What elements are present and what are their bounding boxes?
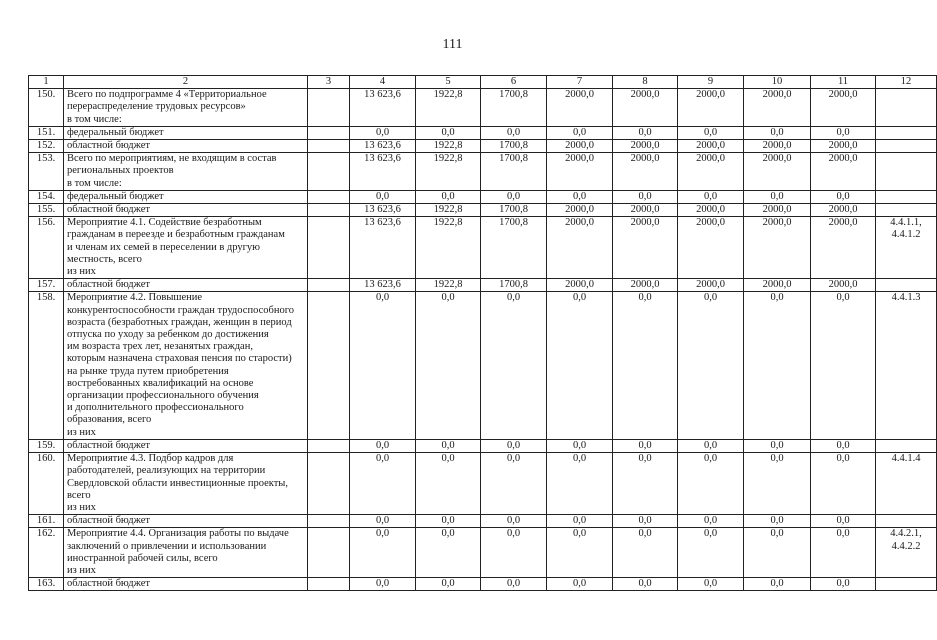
value-cell-col-4: 13 623,6 [350, 217, 416, 279]
value-cell-col-9: 0,0 [678, 439, 744, 452]
value-cell-col-7: 2000,0 [547, 140, 613, 153]
value-cell-col-11: 0,0 [811, 439, 876, 452]
description-line: областной бюджет [67, 140, 150, 152]
value-cell-col-7: 0,0 [547, 190, 613, 203]
header-cell-2: 2 [64, 76, 308, 89]
row-number-cell: 154. [29, 190, 64, 203]
value-cell-col-10: 0,0 [744, 292, 811, 439]
value-cell-col-5: 1922,8 [416, 140, 481, 153]
header-cell-5: 5 [416, 76, 481, 89]
data-table [28, 75, 937, 591]
value-cell-col-4: 0,0 [350, 515, 416, 528]
value-cell-col-8: 2000,0 [613, 217, 678, 279]
description-line: организации профессионального обучения [67, 390, 259, 402]
value-cell-col-11: 0,0 [811, 528, 876, 578]
column-12-line: 4.4.2.2 [891, 540, 921, 552]
value-cell-col-6: 0,0 [481, 528, 547, 578]
value-cell-col-9: 2000,0 [678, 89, 744, 127]
column-3-cell [308, 578, 350, 591]
table-row [29, 453, 937, 515]
header-cell-9: 9 [678, 76, 744, 89]
column-12-line: 4.4.1.2 [891, 229, 921, 241]
column-12-cell [876, 190, 937, 203]
value-cell-col-8: 0,0 [613, 578, 678, 591]
column-12-cell [876, 89, 937, 127]
column-12-cell [876, 126, 937, 139]
value-cell-col-7: 0,0 [547, 292, 613, 439]
description-line: гражданам в переезде и безработным гражданам [67, 229, 285, 241]
description-line: и членам их семей в переселении в другую [67, 241, 261, 253]
value-cell-col-10: 0,0 [744, 528, 811, 578]
description-cell [64, 190, 308, 203]
value-cell-col-5: 0,0 [416, 453, 481, 515]
description-line: всего [67, 489, 91, 501]
value-cell-col-8: 0,0 [613, 190, 678, 203]
table-row [29, 578, 937, 591]
table-row [29, 515, 937, 528]
description-line: Мероприятие 4.4. Организация работы по выдаче [67, 528, 289, 540]
value-cell-col-5: 0,0 [416, 439, 481, 452]
description-line: Мероприятие 4.1. Содействие безработным [67, 217, 262, 229]
description-line: федеральный бюджет [67, 126, 164, 138]
table-row [29, 190, 937, 203]
description-cell [64, 578, 308, 591]
description-line: перераспределение трудовых ресурсов» [67, 101, 246, 113]
table-body [29, 89, 937, 591]
row-number-cell: 153. [29, 153, 64, 191]
column-3-cell [308, 528, 350, 578]
description-line: областной бюджет [67, 204, 150, 216]
table-row [29, 153, 937, 191]
header-cell-1: 1 [29, 76, 64, 89]
row-number-cell: 150. [29, 89, 64, 127]
description-line: федеральный бюджет [67, 190, 164, 202]
value-cell-col-7: 0,0 [547, 528, 613, 578]
value-cell-col-8: 0,0 [613, 126, 678, 139]
value-cell-col-11: 0,0 [811, 126, 876, 139]
column-3-cell [308, 89, 350, 127]
table-row [29, 439, 937, 452]
description-cell [64, 453, 308, 515]
value-cell-col-10: 2000,0 [744, 279, 811, 292]
value-cell-col-4: 0,0 [350, 528, 416, 578]
description-line: работодателей, реализующих на территории [67, 465, 266, 477]
page-number: 111 [442, 37, 463, 52]
description-cell [64, 153, 308, 191]
column-3-cell [308, 126, 350, 139]
value-cell-col-4: 13 623,6 [350, 204, 416, 217]
value-cell-col-10: 0,0 [744, 126, 811, 139]
row-number-cell: 157. [29, 279, 64, 292]
value-cell-col-11: 0,0 [811, 292, 876, 439]
description-line: Мероприятие 4.2. Повышение [67, 292, 203, 304]
value-cell-col-6: 0,0 [481, 439, 547, 452]
value-cell-col-9: 0,0 [678, 528, 744, 578]
value-cell-col-6: 1700,8 [481, 204, 547, 217]
value-cell-col-11: 0,0 [811, 578, 876, 591]
value-cell-col-7: 2000,0 [547, 153, 613, 191]
value-cell-col-6: 1700,8 [481, 140, 547, 153]
value-cell-col-4: 0,0 [350, 439, 416, 452]
column-12-line: 4.4.2.1, [890, 528, 922, 540]
value-cell-col-7: 2000,0 [547, 204, 613, 217]
value-cell-col-8: 2000,0 [613, 279, 678, 292]
table-row [29, 204, 937, 217]
description-line: в том числе: [67, 177, 122, 189]
value-cell-col-11: 2000,0 [811, 204, 876, 217]
description-line: из них [67, 501, 96, 513]
value-cell-col-4: 13 623,6 [350, 140, 416, 153]
description-line: востребованных квалификаций на основе [67, 377, 254, 389]
value-cell-col-7: 0,0 [547, 439, 613, 452]
value-cell-col-10: 2000,0 [744, 140, 811, 153]
value-cell-col-4: 13 623,6 [350, 153, 416, 191]
value-cell-col-10: 0,0 [744, 453, 811, 515]
column-3-cell [308, 515, 350, 528]
description-cell [64, 126, 308, 139]
value-cell-col-10: 0,0 [744, 578, 811, 591]
value-cell-col-11: 0,0 [811, 515, 876, 528]
value-cell-col-7: 2000,0 [547, 279, 613, 292]
value-cell-col-9: 0,0 [678, 453, 744, 515]
header-cell-7: 7 [547, 76, 613, 89]
value-cell-col-4: 13 623,6 [350, 89, 416, 127]
value-cell-col-8: 2000,0 [613, 204, 678, 217]
table-row [29, 528, 937, 578]
row-number-cell: 159. [29, 439, 64, 452]
column-3-cell [308, 153, 350, 191]
description-cell [64, 89, 308, 127]
table-header-row [29, 76, 937, 89]
column-3-cell [308, 217, 350, 279]
value-cell-col-9: 0,0 [678, 515, 744, 528]
value-cell-col-6: 0,0 [481, 292, 547, 439]
column-3-cell [308, 439, 350, 452]
row-number-cell: 156. [29, 217, 64, 279]
header-cell-10: 10 [744, 76, 811, 89]
description-line: из них [67, 266, 96, 278]
column-12-cell [876, 292, 937, 439]
value-cell-col-11: 2000,0 [811, 217, 876, 279]
description-line: возраста (безработных граждан, женщин в период [67, 316, 292, 328]
description-cell [64, 528, 308, 578]
row-number-cell: 158. [29, 292, 64, 439]
value-cell-col-9: 2000,0 [678, 217, 744, 279]
value-cell-col-4: 13 623,6 [350, 279, 416, 292]
row-number-cell: 155. [29, 204, 64, 217]
row-number-cell: 151. [29, 126, 64, 139]
description-line: из них [67, 564, 96, 576]
column-12-line: 4.4.1.4 [891, 453, 921, 465]
description-line: областной бюджет [67, 279, 150, 291]
value-cell-col-6: 0,0 [481, 126, 547, 139]
value-cell-col-4: 0,0 [350, 292, 416, 439]
column-3-cell [308, 190, 350, 203]
column-3-cell [308, 292, 350, 439]
value-cell-col-5: 0,0 [416, 578, 481, 591]
row-number-cell: 152. [29, 140, 64, 153]
description-line: на рынке труда путем приобретения [67, 365, 229, 377]
value-cell-col-8: 2000,0 [613, 153, 678, 191]
description-line: им возраста трех лет, незанятых граждан, [67, 341, 253, 353]
description-cell [64, 279, 308, 292]
row-number-cell: 163. [29, 578, 64, 591]
value-cell-col-9: 2000,0 [678, 204, 744, 217]
description-line: в том числе: [67, 113, 122, 125]
description-line: областной бюджет [67, 515, 150, 527]
description-line: заключений о привлечении и использовании [67, 540, 267, 552]
description-line: образования, всего [67, 414, 152, 426]
description-line: конкурентоспособности граждан трудоспособного [67, 304, 294, 316]
value-cell-col-5: 1922,8 [416, 153, 481, 191]
row-number-cell: 162. [29, 528, 64, 578]
column-3-cell [308, 140, 350, 153]
row-number-cell: 160. [29, 453, 64, 515]
description-line: региональных проектов [67, 165, 174, 177]
value-cell-col-4: 0,0 [350, 578, 416, 591]
value-cell-col-10: 0,0 [744, 190, 811, 203]
column-3-cell [308, 204, 350, 217]
column-3-cell [308, 453, 350, 515]
column-3-cell [308, 279, 350, 292]
column-12-cell [876, 140, 937, 153]
column-12-line: 4.4.1.1, [890, 217, 922, 229]
value-cell-col-7: 2000,0 [547, 89, 613, 127]
value-cell-col-6: 1700,8 [481, 279, 547, 292]
description-line: отпуска по уходу за ребенком до достижения [67, 329, 269, 341]
value-cell-col-11: 2000,0 [811, 279, 876, 292]
table-row [29, 292, 937, 439]
value-cell-col-4: 0,0 [350, 126, 416, 139]
value-cell-col-11: 2000,0 [811, 140, 876, 153]
value-cell-col-8: 0,0 [613, 453, 678, 515]
value-cell-col-6: 0,0 [481, 515, 547, 528]
value-cell-col-10: 2000,0 [744, 89, 811, 127]
column-12-cell [876, 153, 937, 191]
value-cell-col-9: 2000,0 [678, 153, 744, 191]
description-cell [64, 140, 308, 153]
table-row [29, 217, 937, 279]
value-cell-col-11: 0,0 [811, 190, 876, 203]
value-cell-col-5: 1922,8 [416, 217, 481, 279]
value-cell-col-9: 0,0 [678, 292, 744, 439]
value-cell-col-8: 0,0 [613, 292, 678, 439]
value-cell-col-6: 0,0 [481, 190, 547, 203]
value-cell-col-10: 0,0 [744, 439, 811, 452]
header-cell-3: 3 [308, 76, 350, 89]
value-cell-col-6: 1700,8 [481, 89, 547, 127]
value-cell-col-6: 0,0 [481, 578, 547, 591]
value-cell-col-8: 2000,0 [613, 89, 678, 127]
table-row [29, 140, 937, 153]
value-cell-col-5: 0,0 [416, 292, 481, 439]
header-cell-8: 8 [613, 76, 678, 89]
header-cell-12: 12 [876, 76, 937, 89]
value-cell-col-7: 0,0 [547, 578, 613, 591]
column-12-cell [876, 279, 937, 292]
value-cell-col-10: 2000,0 [744, 153, 811, 191]
description-line: местность, всего [67, 253, 142, 265]
value-cell-col-9: 2000,0 [678, 140, 744, 153]
description-line: Свердловской области инвестиционные проекты, [67, 477, 288, 489]
value-cell-col-8: 2000,0 [613, 140, 678, 153]
description-line: областной бюджет [67, 439, 150, 451]
value-cell-col-7: 0,0 [547, 126, 613, 139]
value-cell-col-5: 0,0 [416, 515, 481, 528]
table-row [29, 126, 937, 139]
value-cell-col-11: 2000,0 [811, 153, 876, 191]
value-cell-col-7: 0,0 [547, 453, 613, 515]
column-12-cell [876, 439, 937, 452]
value-cell-col-9: 0,0 [678, 190, 744, 203]
value-cell-col-5: 0,0 [416, 126, 481, 139]
value-cell-col-7: 2000,0 [547, 217, 613, 279]
value-cell-col-9: 2000,0 [678, 279, 744, 292]
description-cell [64, 292, 308, 439]
header-cell-11: 11 [811, 76, 876, 89]
description-line: Мероприятие 4.3. Подбор кадров для [67, 453, 234, 465]
description-line: которым назначена страховая пенсия по старости) [67, 353, 292, 365]
value-cell-col-8: 0,0 [613, 439, 678, 452]
column-12-cell [876, 515, 937, 528]
description-cell [64, 217, 308, 279]
header-cell-6: 6 [481, 76, 547, 89]
value-cell-col-5: 1922,8 [416, 204, 481, 217]
row-number-cell: 161. [29, 515, 64, 528]
description-line: областной бюджет [67, 578, 150, 590]
value-cell-col-9: 0,0 [678, 578, 744, 591]
value-cell-col-11: 2000,0 [811, 89, 876, 127]
value-cell-col-9: 0,0 [678, 126, 744, 139]
value-cell-col-11: 0,0 [811, 453, 876, 515]
description-line: из них [67, 426, 96, 438]
description-line: и дополнительного профессионального [67, 402, 244, 414]
column-12-cell [876, 453, 937, 515]
value-cell-col-8: 0,0 [613, 515, 678, 528]
column-12-cell [876, 217, 937, 279]
value-cell-col-6: 1700,8 [481, 217, 547, 279]
value-cell-col-4: 0,0 [350, 453, 416, 515]
value-cell-col-10: 2000,0 [744, 204, 811, 217]
value-cell-col-4: 0,0 [350, 190, 416, 203]
value-cell-col-10: 2000,0 [744, 217, 811, 279]
value-cell-col-5: 1922,8 [416, 279, 481, 292]
description-line: Всего по мероприятиям, не входящим в состав [67, 153, 277, 165]
value-cell-col-8: 0,0 [613, 528, 678, 578]
description-line: Всего по подпрограмме 4 «Территориальное [67, 89, 267, 101]
value-cell-col-5: 0,0 [416, 528, 481, 578]
description-cell [64, 204, 308, 217]
value-cell-col-6: 1700,8 [481, 153, 547, 191]
value-cell-col-6: 0,0 [481, 453, 547, 515]
description-line: иностранной рабочей силы, всего [67, 552, 218, 564]
column-12-line: 4.4.1.3 [891, 292, 921, 304]
column-12-cell [876, 204, 937, 217]
value-cell-col-10: 0,0 [744, 515, 811, 528]
value-cell-col-5: 0,0 [416, 190, 481, 203]
table-row [29, 89, 937, 127]
value-cell-col-5: 1922,8 [416, 89, 481, 127]
value-cell-col-7: 0,0 [547, 515, 613, 528]
column-12-cell [876, 578, 937, 591]
table-row [29, 279, 937, 292]
description-cell [64, 515, 308, 528]
column-12-cell [876, 528, 937, 578]
table-header [29, 76, 937, 89]
description-cell [64, 439, 308, 452]
header-cell-4: 4 [350, 76, 416, 89]
